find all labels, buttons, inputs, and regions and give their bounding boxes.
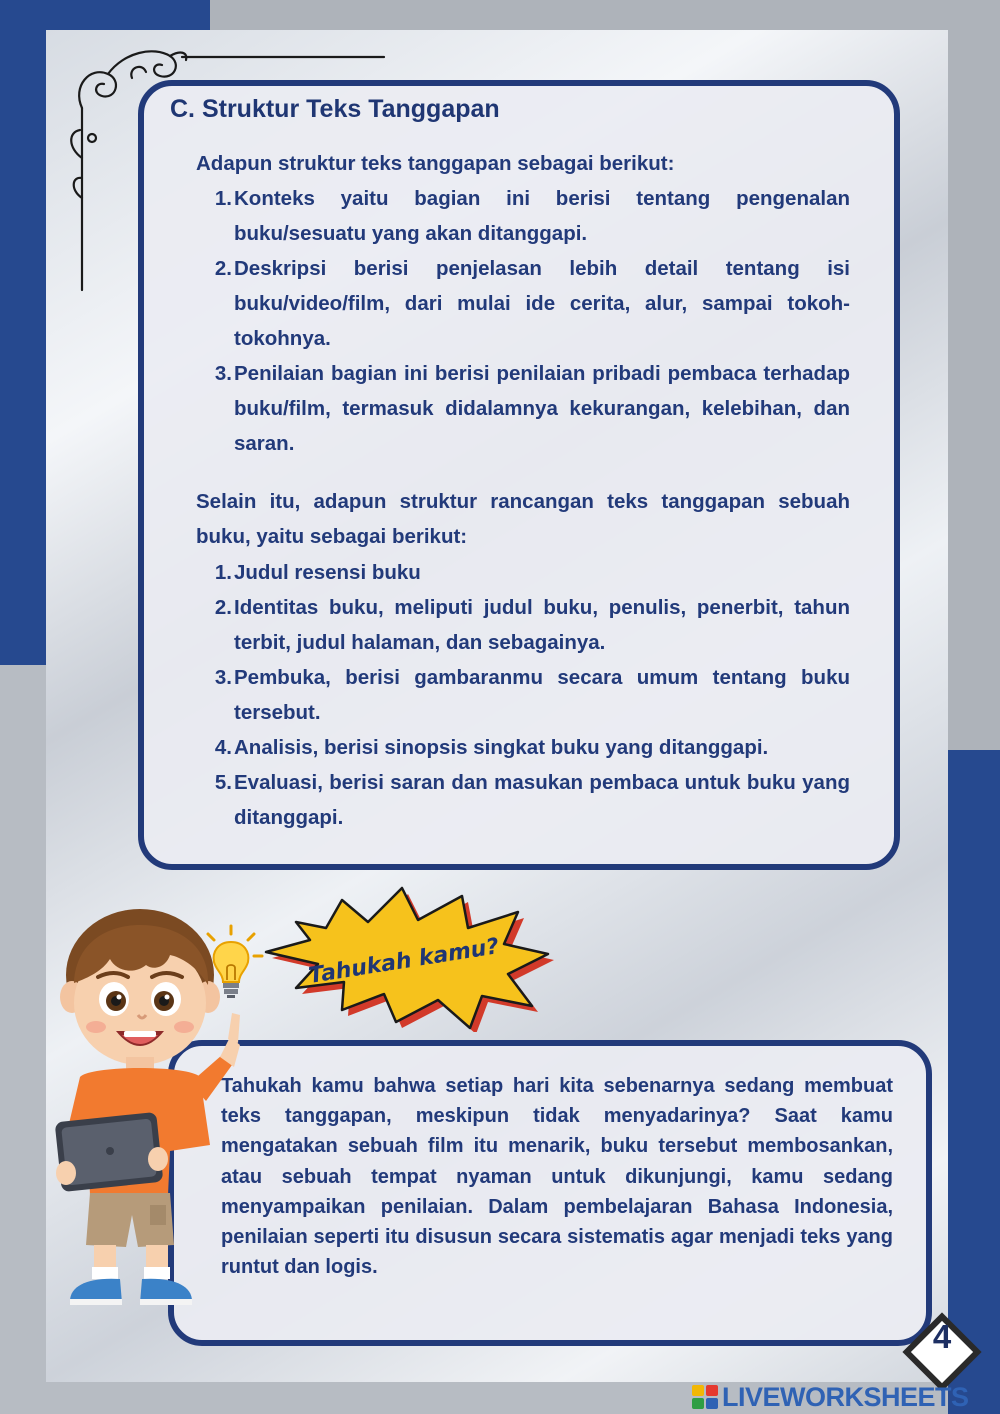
list-item-number: 3. [214,362,232,385]
watermark-text: LIVEWORKSHEETS [722,1381,969,1412]
watermark [692,1380,969,1414]
structure-list [196,181,850,461]
page-number: 4 [932,1318,952,1355]
list-item-number: 2. [214,257,232,280]
list-item-text: Analisis, berisi sinopsis singkat buku yang ditanggapi. [234,736,769,759]
section-heading: C. Struktur Teks Tanggapan [170,95,500,123]
list-item [196,555,850,590]
list-item-text: Deskripsi berisi penjelasan lebih detail tentang isi buku/video/film, dari mulai ide cerita, alur, sampai tokoh-tokohnya. [234,257,850,350]
list-item [196,181,850,251]
boy-illustration [50,905,265,1310]
list-item-text: Evaluasi, berisi saran dan masukan pembaca untuk buku yang ditanggapi. [234,771,850,829]
list-item-text: Identitas buku, meliputi judul buku, penulis, penerbit, tahun terbit, judul halaman, dan sebagainya. [234,596,850,654]
list-item [196,730,850,765]
design-list [196,555,850,835]
list-item-number: 4. [214,736,232,759]
speech-burst [256,882,554,1032]
list-item-text: Penilaian bagian ini berisi penilaian pribadi pembaca terhadap buku/film, termasuk didalamnya kekurangan, kelebihan, dan saran. [234,362,850,455]
list-item-number: 5. [214,771,232,794]
list-item [196,356,850,461]
list-item [196,765,850,835]
list-item-text: Judul resensi buku [234,561,421,584]
list-item [196,590,850,660]
list-item-text: Konteks yaitu bagian ini berisi tentang pengenalan buku/sesuatu yang akan ditanggapi. [234,187,850,245]
list-item-number: 3. [214,666,232,689]
structure-intro: Adapun struktur teks tanggapan sebagai berikut: [196,152,675,175]
callout-text: Tahukah kamu? [307,934,501,989]
liveworksheets-logo-icon [692,1385,718,1409]
design-intro: Selain itu, adapun struktur rancangan teks tanggapan sebuah buku, yaitu sebagai berikut: [196,490,850,548]
list-item [196,660,850,730]
list-item [196,251,850,356]
fact-text: Tahukah kamu bahwa setiap hari kita sebenarnya sedang membuat teks tanggapan, meskipun tidak menyadarinya? Saat kamu mengatakan sebuah film itu menarik, buku tersebut membosankan, atau sebuah tempat nyaman untuk dikunjungi, kamu sedang menyampaikan penilaian. Dalam pembelajaran Bahasa Indonesia, penilaian seperti itu disusun secara sistematis agar menjadi teks yang runtut dan logis. [221,1075,893,1279]
list-item-number: 2. [214,596,232,619]
list-item-number: 1. [214,561,232,584]
list-item-text: Pembuka, berisi gambaranmu secara umum tentang buku tersebut. [234,666,850,724]
list-item-number: 1. [214,187,232,210]
